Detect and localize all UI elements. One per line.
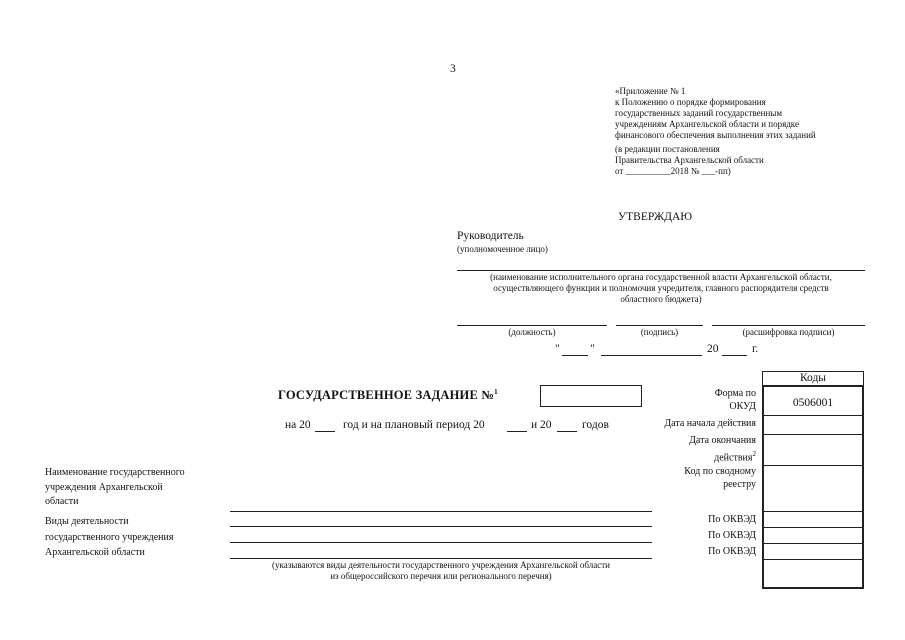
okud-label-line: Форма по [714, 388, 756, 399]
appendix-line: финансового обеспечения выполнения этих заданий [615, 130, 816, 140]
page-number: 3 [450, 63, 456, 75]
codes-header-cell [762, 371, 864, 386]
org-note-line: осуществляющего функции и полномочия учредителя, главного распорядителя средств [493, 283, 829, 293]
activity-note [230, 560, 652, 582]
okud-label-line: ОКУД [729, 400, 756, 412]
edition-line: Правительства Архангельской области [615, 155, 764, 165]
task-number-box [540, 385, 642, 407]
okved-label-2: По ОКВЭД [708, 530, 756, 541]
activity-label [45, 514, 173, 561]
document-title [278, 388, 498, 403]
year-line [722, 355, 747, 356]
period-middle: год и на плановый период 20 [343, 419, 485, 431]
registry-label-line: Код по сводному [684, 466, 756, 477]
okved-label-3: По ОКВЭД [708, 546, 756, 557]
signature-line [616, 325, 703, 326]
position-line [457, 325, 607, 326]
institution-name-line: области [45, 496, 79, 507]
codes-row-divider [762, 511, 864, 512]
transcript-label: (расшифровка подписи) [742, 327, 835, 337]
okud-value: 0506001 [792, 397, 834, 409]
activity-fill-line [230, 542, 652, 543]
title-text: ГОСУДАРСТВЕННОЕ ЗАДАНИЕ № [278, 388, 495, 403]
period-year-line [315, 431, 335, 432]
year-prefix: 20 [707, 343, 719, 355]
end-date-label [640, 435, 756, 464]
period-suffix: годов [582, 419, 609, 431]
edition-line: (в редакции постановления [615, 144, 720, 154]
appendix-line: к Положению о порядке формирования [615, 97, 766, 107]
activity-line: Виды деятельности [45, 516, 129, 527]
period-and: и 20 [531, 419, 552, 431]
date-quote-close: " [590, 343, 595, 355]
end-date-label-line: действия [714, 451, 753, 463]
appendix-line: «Приложение № 1 [615, 86, 686, 96]
activity-fill-line [230, 511, 652, 512]
appendix-header [615, 86, 816, 177]
okud-label [640, 388, 756, 413]
activity-fill-line [230, 558, 652, 559]
head-label: Руководитель [457, 230, 524, 242]
month-line [601, 355, 702, 356]
year-suffix: г. [752, 343, 759, 355]
appendix-line: государственных заданий государственным [615, 108, 783, 118]
transcript-line [712, 325, 865, 326]
codes-header: Коды [799, 372, 827, 384]
institution-name-label [45, 466, 185, 510]
okved-label-1: По ОКВЭД [708, 514, 756, 525]
date-quote-open: " [555, 343, 560, 355]
codes-row-divider [762, 543, 864, 544]
activity-note-line: из общероссийского перечня или регионального перечня) [330, 571, 552, 581]
activity-fill-line [230, 526, 652, 527]
activity-line: Архангельской области [45, 547, 145, 558]
position-label: (должность) [508, 327, 556, 337]
activity-line: государственного учреждения [45, 531, 174, 543]
activity-note-line: (указываются виды деятельности государственного учреждения Архангельской области [272, 560, 610, 570]
registry-label-line: реестру [723, 478, 756, 490]
approve-title: УТВЕРЖДАЮ [618, 211, 693, 223]
planned-year-1-line [507, 431, 527, 432]
codes-row-divider [762, 465, 864, 466]
codes-row-divider [762, 415, 864, 416]
institution-name-line: учреждения Архангельской [45, 481, 163, 493]
end-date-footnote: 2 [752, 449, 756, 458]
head-note: (уполномоченное лицо) [457, 244, 548, 254]
org-note [457, 272, 865, 305]
signature-label: (подпись) [640, 327, 679, 337]
day-line [562, 355, 588, 356]
registry-label [640, 466, 756, 491]
start-date-label: Дата начала действия [664, 418, 756, 429]
org-note-line: областного бюджета) [620, 294, 702, 304]
org-note-line: (наименование исполнительного органа государственной власти Архангельской области, [490, 272, 832, 282]
org-name-line [457, 270, 865, 271]
institution-name-line: Наименование государственного [45, 467, 185, 478]
title-footnote: 1 [494, 388, 498, 396]
appendix-line: учреждениям Архангельской области и порядке [615, 119, 799, 129]
edition-line: от __________2018 № ___-пп) [615, 166, 731, 176]
period-prefix: на 20 [285, 419, 311, 431]
codes-row-divider [762, 559, 864, 560]
planned-year-2-line [557, 431, 577, 432]
codes-row-divider [762, 527, 864, 528]
end-date-label-line: Дата окончания [689, 435, 756, 446]
codes-row-divider [762, 434, 864, 435]
